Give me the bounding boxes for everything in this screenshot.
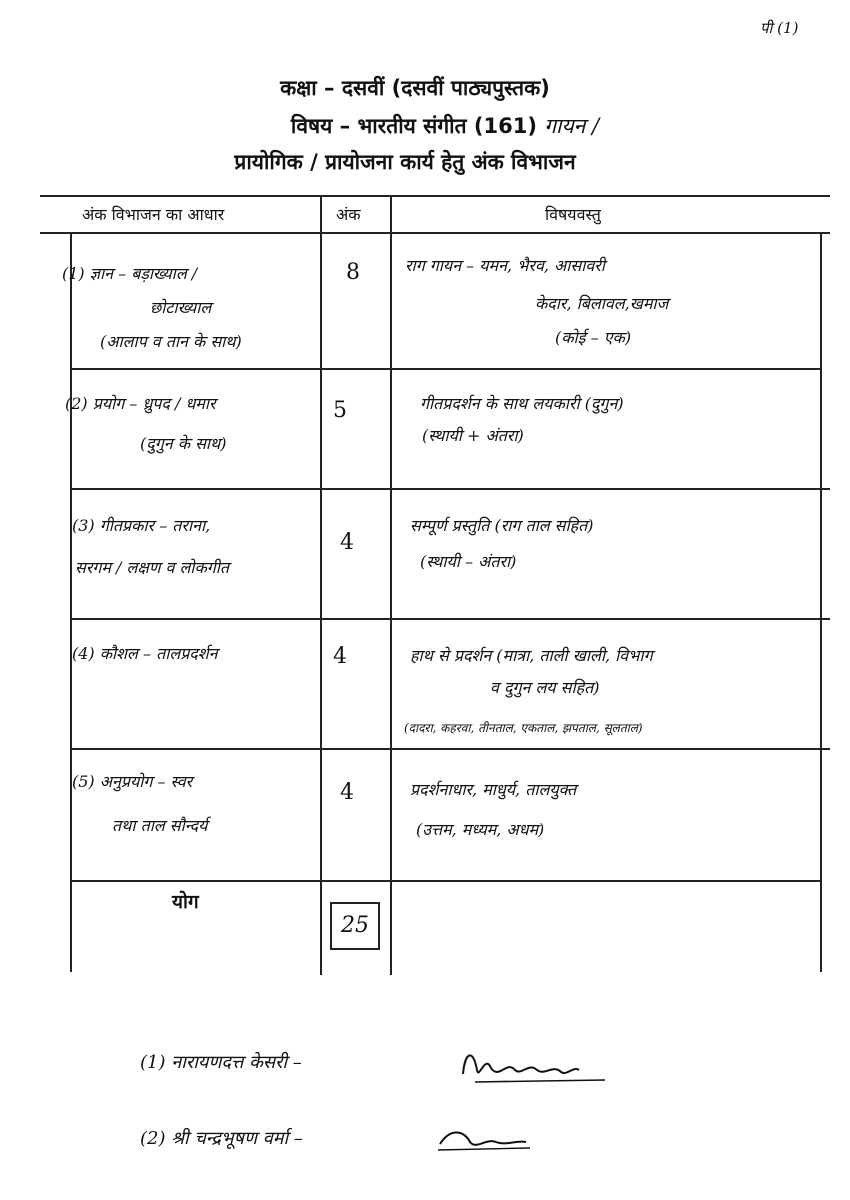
column-header-marks: अंक <box>336 205 361 224</box>
row1-basis-line2: छोटाख्याल <box>150 298 212 317</box>
row-divider <box>70 618 830 620</box>
row1-basis-line1: (1) ज्ञान – बड़ाख्याल / <box>62 264 198 283</box>
row4-marks: 4 <box>333 644 347 669</box>
table-top-border <box>40 195 830 197</box>
row1-content-line2: केदार, बिलावल,खमाज <box>535 294 669 313</box>
row-divider <box>70 488 830 490</box>
row4-basis-line1: (4) कौशल – तालप्रदर्शन <box>72 644 218 663</box>
row1-marks: 8 <box>346 260 360 285</box>
row4-content-line2: व दुगुन लय सहित) <box>490 678 600 697</box>
class-heading: कक्षा – दसवीं (दसवीं पाठ्यपुस्तक) <box>280 76 550 100</box>
header-divider <box>40 232 830 234</box>
row3-basis-line1: (3) गीतप्रकार – तराना, <box>72 516 211 535</box>
row-divider <box>70 748 830 750</box>
row3-marks: 4 <box>340 530 354 555</box>
row3-content-line2: (स्थायी – अंतरा) <box>420 552 517 571</box>
subject-handwritten-note: गायन / <box>544 114 600 138</box>
total-label: योग <box>172 891 199 913</box>
row4-content-line1: हाथ से प्रदर्शन (मात्रा, ताली खाली, विभाग <box>410 646 653 665</box>
row5-basis-line2: तथा ताल सौन्दर्य <box>112 816 208 835</box>
row2-content-line2: (स्थायी + अंतरा) <box>422 426 524 445</box>
marks-division-heading: प्रायोगिक / प्रायोजना कार्य हेतु अंक विभाजन <box>234 150 576 174</box>
signature-1 <box>455 1040 615 1090</box>
row-divider <box>70 368 820 370</box>
row2-basis-line1: (2) प्रयोग – ध्रुपद / धमार <box>65 394 216 413</box>
row4-content-line3: (दादरा, कहरवा, तीनताल, एकताल, झपताल, सूलताल) <box>404 721 643 735</box>
table-left-border <box>70 232 72 972</box>
row5-content-line2: (उत्तम, मध्यम, अधम) <box>416 820 545 839</box>
row5-marks: 4 <box>340 780 354 805</box>
signature-2 <box>430 1120 540 1160</box>
row5-basis-line1: (5) अनुप्रयोग – स्वर <box>72 772 193 791</box>
row3-basis-line2: सरगम / लक्षण व लोकगीत <box>75 558 230 577</box>
row2-basis-line2: (दुगुन के साथ) <box>140 434 227 453</box>
column-header-content: विषयवस्तु <box>545 205 601 224</box>
signatory-1-name: (1) नारायणदत्त केसरी – <box>140 1052 302 1073</box>
page-number: पी (1) <box>760 19 799 37</box>
table-right-border <box>820 232 822 972</box>
row2-content-line1: गीतप्रदर्शन के साथ लयकारी (दुगुन) <box>420 394 624 413</box>
subject-text: विषय – भारतीय संगीत (161) <box>290 114 537 138</box>
column-header-basis: अंक विभाजन का आधार <box>82 205 225 224</box>
column-divider <box>320 195 322 975</box>
total-marks-box: 25 <box>330 902 380 950</box>
row1-content-line1: राग गायन – यमन, भैरव, आसावरी <box>405 256 605 275</box>
signatory-2-name: (2) श्री चन्द्रभूषण वर्मा – <box>140 1128 303 1149</box>
row2-marks: 5 <box>333 398 347 423</box>
row-divider <box>70 880 820 882</box>
row1-content-line3: (कोई – एक) <box>555 328 632 347</box>
column-divider <box>390 195 392 975</box>
subject-heading <box>20 112 850 140</box>
row3-content-line1: सम्पूर्ण प्रस्तुति (राग ताल सहित) <box>410 516 594 535</box>
row5-content-line1: प्रदर्शनाधार, माधुर्य, तालयुक्त <box>410 780 577 799</box>
row1-basis-line3: (आलाप व तान के साथ) <box>100 332 242 351</box>
